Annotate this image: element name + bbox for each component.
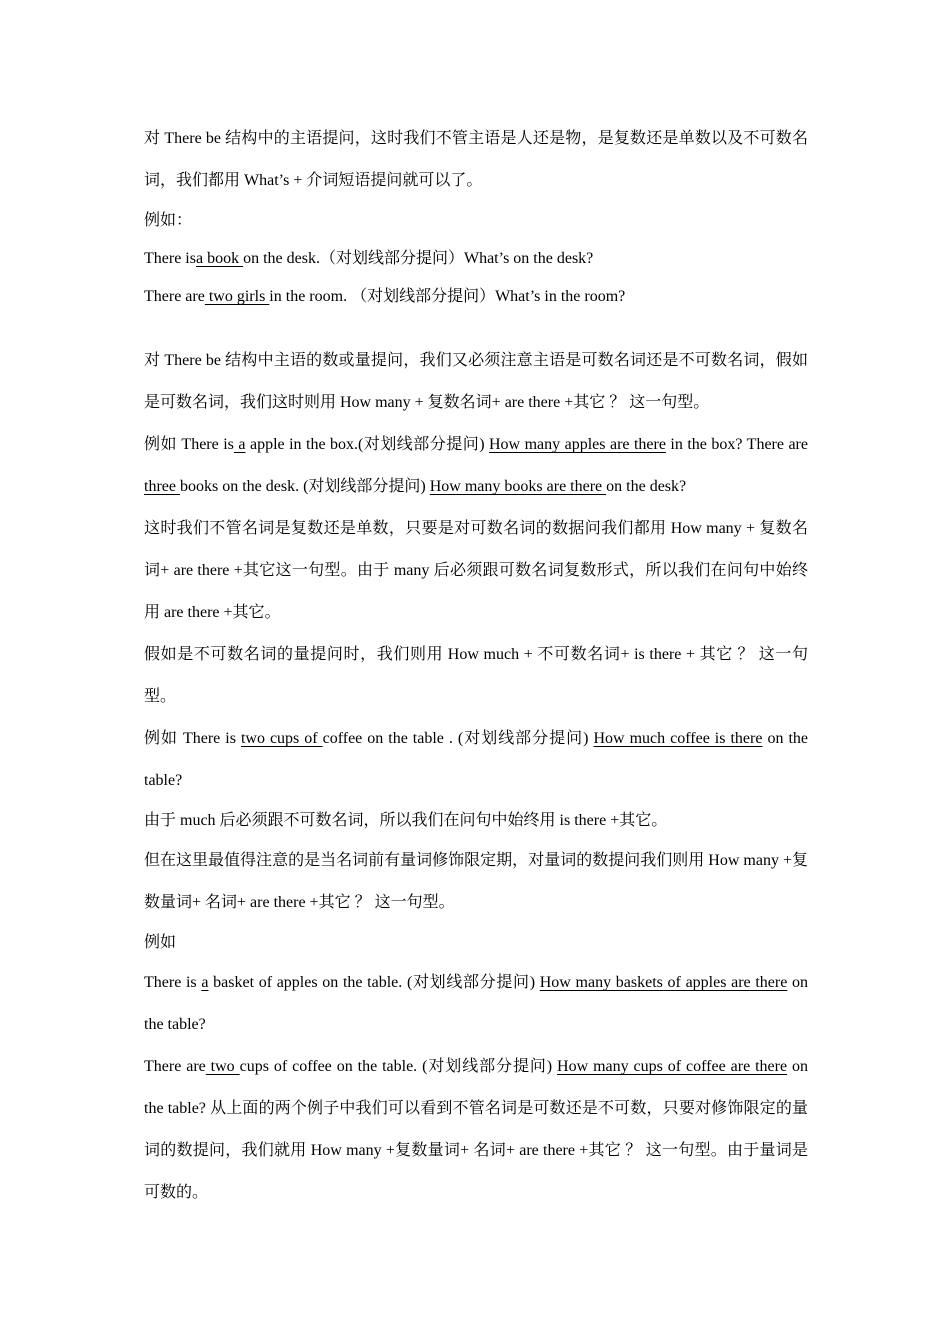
underlined-answer: How much coffee is there: [593, 730, 763, 747]
text-segment: There are: [144, 288, 205, 305]
underlined-phrase: three: [144, 478, 180, 495]
example-apples-books: [144, 424, 808, 508]
text-segment: There is: [144, 974, 202, 991]
paragraph-much-rule: 由于 much 后必须跟不可数名词，所以我们在问句中始终用 is there +其它。: [144, 812, 668, 829]
underlined-phrase: a: [201, 974, 209, 991]
text-segment: basket of apples on the table. (对划线部分提问): [208, 974, 540, 991]
document-body: [144, 118, 808, 1214]
example-book-on-desk: [144, 240, 808, 278]
example-basket-apples: [144, 962, 808, 1046]
text-segment: There is: [144, 250, 196, 267]
example-label-2: 例如: [144, 934, 177, 951]
text-segment: on the desk.（对划线部分提问）What’s on the desk?: [243, 250, 594, 267]
underlined-phrase: two: [205, 1058, 240, 1075]
underlined-phrase: two girls: [204, 288, 270, 305]
text-segment: apple in the box.(对划线部分提问): [245, 436, 489, 453]
text-segment: in the room. （对划线部分提问）What’s in the room?: [269, 288, 626, 305]
underlined-answer: How many baskets of apples are there: [539, 974, 788, 991]
text-segment: on the desk?: [606, 478, 687, 495]
example-coffee: [144, 718, 808, 802]
example-cups-coffee: [144, 1046, 808, 1214]
underlined-answer: How many books are there: [429, 478, 607, 495]
underlined-phrase: two cups of: [240, 730, 323, 747]
text-segment: coffee on the table . (对划线部分提问): [322, 730, 594, 747]
underlined-answer: How many apples are there: [489, 436, 666, 453]
paragraph-measure-word: 但在这里最值得注意的是当名词前有量词修饰限定期，对量词的数提问我们则用 How many +复数量词+ 名词+ are there +其它 ？ 这一句型。: [144, 852, 808, 911]
text-segment: in the box? There are: [665, 436, 808, 453]
paragraph-countable-question: 对 There be 结构中主语的数或量提问，我们又必须注意主语是可数名词还是不可数名词，假如是可数名词，我们这时则用 How many + 复数名词+ are there +其它 ？ 这一句型。: [144, 352, 808, 411]
text-segment: 例如 There is: [144, 730, 241, 747]
text-segment: 例如 There is: [144, 436, 234, 453]
text-segment: on the table? 从上面的两个例子中我们可以看到不管名词是可数还是不可数，只要对修饰限定的量词的数提问，我们就用 How many +复数量词+ 名词+ are there +其它 ？ 这一句型。由于量词是可数的。: [144, 1058, 808, 1201]
paragraph-uncountable-question: 假如是不可数名词的量提问时，我们则用 How much + 不可数名词+ is there + 其它 ？ 这一句型。: [144, 646, 808, 705]
paragraph-how-many-rule: 这时我们不管名词是复数还是单数，只要是对可数名词的数据问我们都用 How many + 复数名词+ are there +其它这一句型。由于 many 后必须跟可数名词复数形式，所以我们在问句中始终用 are there +其它。: [144, 520, 808, 621]
underlined-answer: How many cups of coffee are there: [557, 1058, 788, 1075]
text-segment: There are: [144, 1058, 206, 1075]
text-segment: books on the desk. (对划线部分提问): [179, 478, 430, 495]
example-label: 例如：: [144, 212, 193, 229]
text-segment: on the table?: [144, 730, 809, 789]
paragraph-subject-question: 对 There be 结构中的主语提问，这时我们不管主语是人还是物，是复数还是单数以及不可数名词，我们都用 What’s + 介词短语提问就可以了。: [144, 130, 808, 189]
example-girls-in-room: [144, 278, 808, 316]
text-segment: on the table?: [144, 974, 808, 1033]
underlined-phrase: a: [233, 436, 246, 453]
underlined-phrase: a book: [195, 250, 244, 267]
text-segment: cups of coffee on the table. (对划线部分提问): [239, 1058, 558, 1075]
